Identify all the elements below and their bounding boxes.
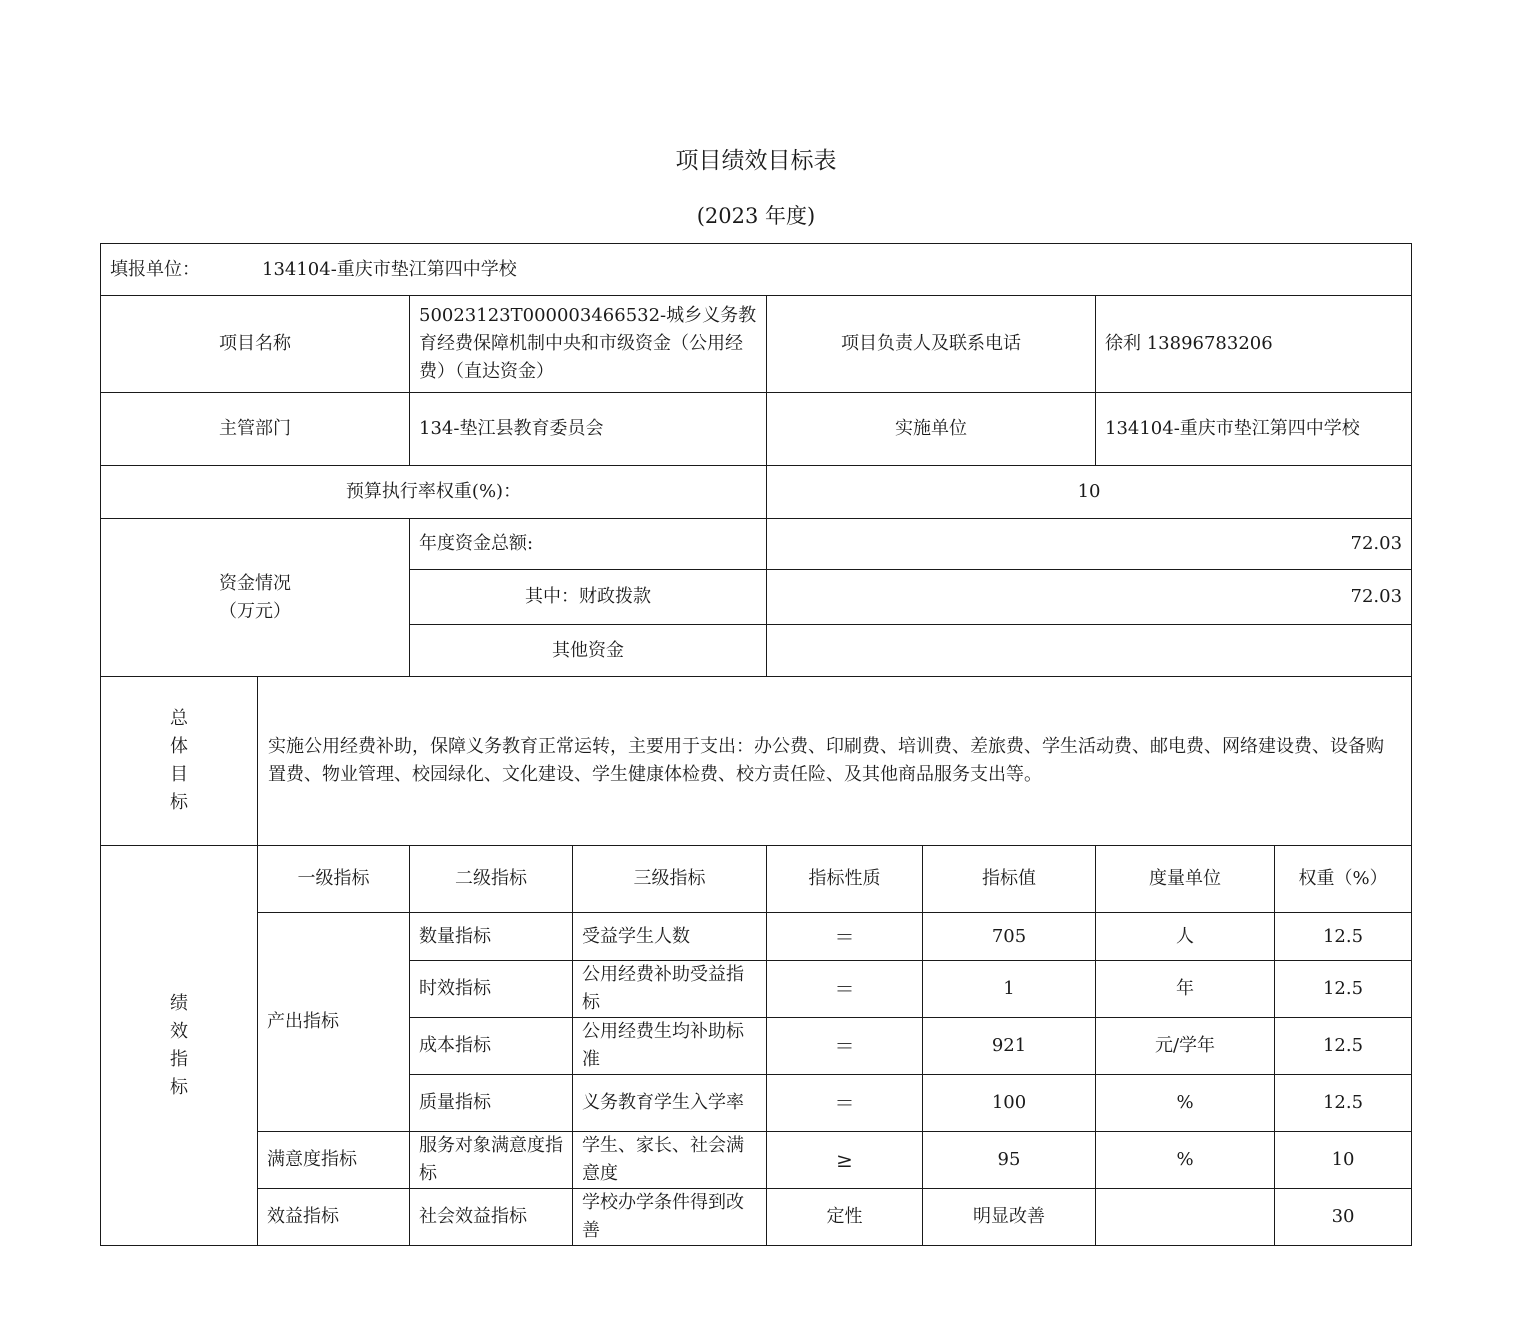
nature-cell: ＝ [767, 1075, 923, 1132]
unit-cell: 元/学年 [1096, 1018, 1275, 1075]
value-cell: 明显改善 [923, 1189, 1096, 1246]
funds-total-value: 72.03 [767, 519, 1412, 570]
budget-weight-label: 预算执行率权重(%)： [101, 466, 767, 519]
level3-cell: 学校办学条件得到改善 [573, 1189, 767, 1246]
dept-label: 主管部门 [101, 393, 410, 466]
unit-cell: % [1096, 1132, 1275, 1189]
indicators-label-char: 标 [170, 1076, 188, 1098]
indicators-label-char: 指 [170, 1048, 188, 1070]
indicators-label [101, 846, 258, 1246]
header-nature: 指标性质 [767, 846, 923, 913]
value-cell: 705 [923, 913, 1096, 961]
impl-unit-label: 实施单位 [767, 393, 1096, 466]
level2-cell: 社会效益指标 [410, 1189, 573, 1246]
header-unit: 度量单位 [1096, 846, 1275, 913]
page-subtitle: (2023 年度) [696, 204, 816, 228]
level2-cell: 时效指标 [410, 961, 573, 1018]
reporting-unit-cell [101, 244, 1412, 296]
level3-cell: 义务教育学生入学率 [573, 1075, 767, 1132]
overall-goal-row [101, 677, 1412, 846]
overall-goal-char: 体 [170, 736, 188, 757]
value-cell: 100 [923, 1075, 1096, 1132]
project-name-label: 项目名称 [101, 296, 410, 393]
level1-cell: 满意度指标 [258, 1132, 410, 1189]
table-row [101, 1189, 1412, 1246]
table-row [101, 913, 1412, 961]
department-row [101, 393, 1412, 466]
funds-fiscal-value: 72.03 [767, 570, 1412, 625]
nature-cell: ≥ [767, 1132, 923, 1189]
overall-goal-text: 实施公用经费补助，保障义务教育正常运转，主要用于支出：办公费、印刷费、培训费、差旅费、学生活动费、邮电费、网络建设费、设备购置费、物业管理、校园绿化、文化建设、学生健康体检费、校方责任险、及其他商品服务支出等。 [258, 677, 1412, 846]
level2-cell: 数量指标 [410, 913, 573, 961]
header-level2: 二级指标 [410, 846, 573, 913]
header-level3: 三级指标 [573, 846, 767, 913]
weight-cell: 10 [1275, 1132, 1412, 1189]
level1-cell: 效益指标 [258, 1189, 410, 1246]
nature-cell: ＝ [767, 961, 923, 1018]
unit-cell [1096, 1189, 1275, 1246]
weight-cell: 12.5 [1275, 913, 1412, 961]
indicators-label-char: 绩 [170, 992, 188, 1014]
project-leader-value: 徐利 13896783206 [1096, 296, 1412, 393]
budget-weight-row [101, 466, 1412, 519]
value-cell: 95 [923, 1132, 1096, 1189]
table-row [101, 1132, 1412, 1189]
weight-cell: 30 [1275, 1189, 1412, 1246]
level2-cell: 质量指标 [410, 1075, 573, 1132]
indicators-label-char: 效 [170, 1020, 188, 1042]
nature-cell: ＝ [767, 913, 923, 961]
weight-cell: 12.5 [1275, 1075, 1412, 1132]
overall-goal-char: 总 [170, 708, 188, 729]
funds-other-label: 其他资金 [410, 625, 767, 677]
unit-cell: 年 [1096, 961, 1275, 1018]
output-indicator-label: 产出指标 [258, 913, 410, 1132]
nature-cell: 定性 [767, 1189, 923, 1246]
performance-target-table [100, 243, 1412, 1246]
level3-cell: 公用经费生均补助标准 [573, 1018, 767, 1075]
weight-cell: 12.5 [1275, 961, 1412, 1018]
overall-goal-char: 目 [170, 764, 188, 785]
overall-goal-label [101, 677, 258, 846]
level2-cell: 成本指标 [410, 1018, 573, 1075]
value-cell: 921 [923, 1018, 1096, 1075]
unit-cell: 人 [1096, 913, 1275, 961]
funds-fiscal-label: 其中：财政拨款 [410, 570, 767, 625]
value-cell: 1 [923, 961, 1096, 1018]
funds-total-label: 年度资金总额: [410, 519, 767, 570]
unit-cell: % [1096, 1075, 1275, 1132]
page-title: 项目绩效目标表 [675, 148, 837, 174]
overall-goal-char: 标 [170, 792, 188, 813]
header-weight: 权重（%） [1275, 846, 1412, 913]
funds-total-row [101, 519, 1412, 570]
funds-other-value [767, 625, 1412, 677]
funds-label [101, 519, 410, 677]
budget-weight-value: 10 [767, 466, 1412, 519]
dept-value: 134-垫江县教育委员会 [410, 393, 767, 466]
nature-cell: ＝ [767, 1018, 923, 1075]
funds-label-line2: （万元） [219, 600, 291, 622]
level3-cell: 学生、家长、社会满意度 [573, 1132, 767, 1189]
project-leader-label: 项目负责人及联系电话 [767, 296, 1096, 393]
reporting-unit-label: 填报单位： [110, 258, 200, 280]
impl-unit-value: 134104-重庆市垫江第四中学校 [1096, 393, 1412, 466]
reporting-unit-value: 134104-重庆市垫江第四中学校 [262, 258, 517, 280]
project-name-row [101, 296, 1412, 393]
project-name-value: 50023123T000003466532-城乡义务教育经费保障机制中央和市级资金（公用经费）（直达资金） [410, 296, 767, 393]
indicators-header-row [101, 846, 1412, 913]
level2-cell: 服务对象满意度指标 [410, 1132, 573, 1189]
weight-cell: 12.5 [1275, 1018, 1412, 1075]
header-level1: 一级指标 [258, 846, 410, 913]
header-value: 指标值 [923, 846, 1096, 913]
level3-cell: 受益学生人数 [573, 913, 767, 961]
level3-cell: 公用经费补助受益指标 [573, 961, 767, 1018]
funds-label-line1: 资金情况 [219, 572, 291, 594]
reporting-unit-row [101, 244, 1412, 296]
